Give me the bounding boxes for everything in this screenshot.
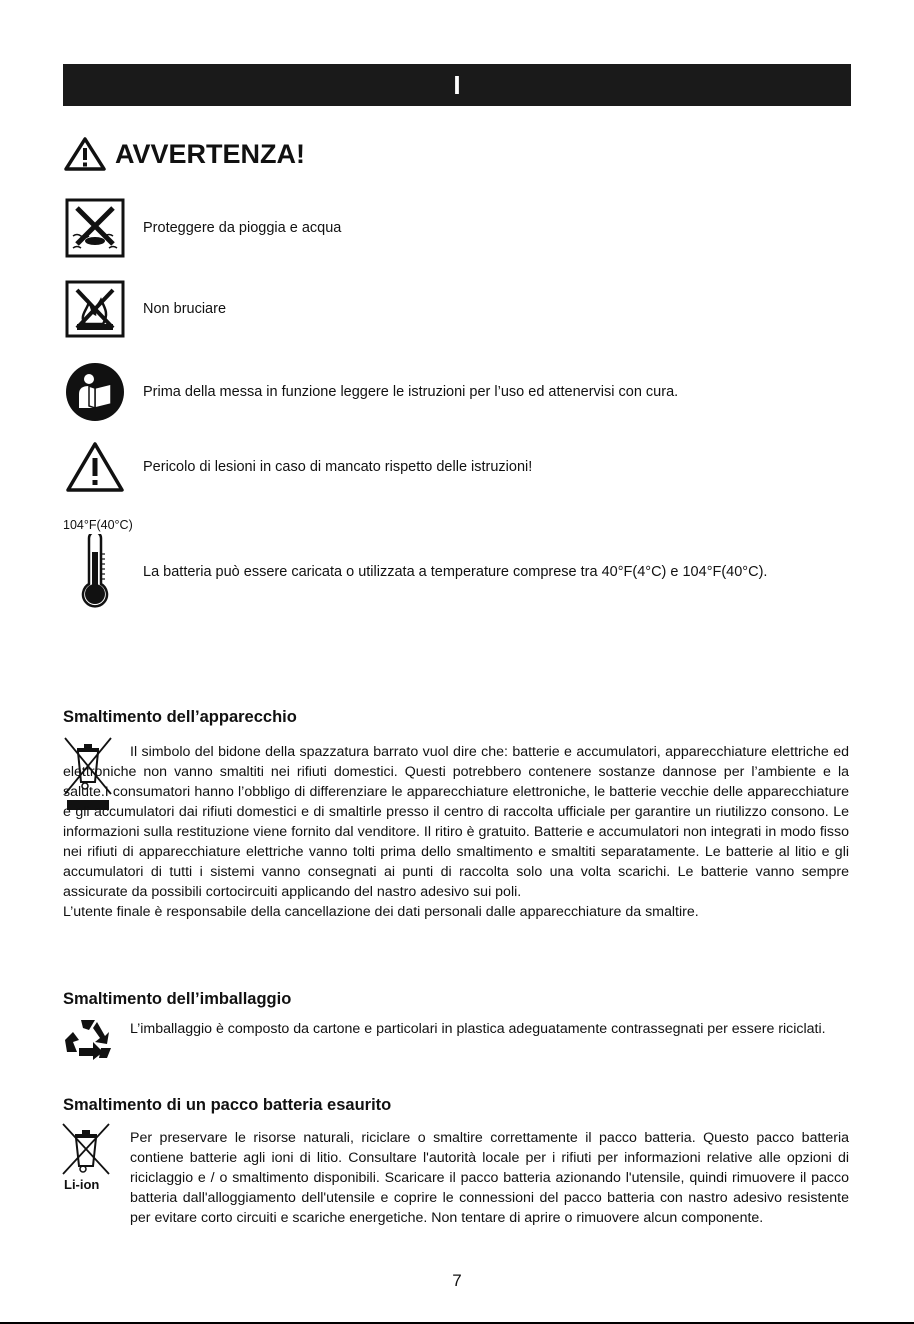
warning-item-injury — [63, 441, 532, 493]
disposal-battery-heading: Smaltimento di un pacco batteria esaurito — [63, 1096, 392, 1114]
warning-item-text: Proteggere da pioggia e acqua — [143, 220, 342, 236]
warning-heading — [63, 136, 305, 172]
disposal-device-text: Il simbolo del bidone della spazzatura barrato vuol dire che: batterie e accumulatori, apparecchiature elettriche ed elettroniche non vanno smaltiti nei rifiuti domestici. Questi potrebbero contenere sostanze dannose per l’ambiente e la salute.I consumatori hanno l’obbligo di differenziare le apparecchiature elettroniche, le batterie vecchie delle apparecchiature e gli accumulatori dai rifiuti domestici e di smaltirle presso il centro di raccolta ufficiale per garantire un riutilizzo consono. Le informazioni sulla restituzione viene fornito dal venditore. Il ritiro è gratuito. Batterie e accumulatori non integrati in modo fisso nei rifiuti di apparecchiature elettriche vanno tolti prima dello smaltimento e smaltiti separatamente. Le batterie al litio e gli accumulatori di tutti i sistemi vanno consegnati ai punti di raccolta solo una volta scarichi. Le batterie vanno sempre assicurate da possibili cortocircuiti applicando del nastro adesivo sui poli. — [63, 744, 849, 900]
read-manual-icon — [65, 362, 125, 422]
disposal-device-heading: Smaltimento dell’apparecchio — [63, 708, 297, 726]
disposal-battery-text: Per preservare le risorse naturali, riciclare o smaltire correttamente il pacco batteria. Questo pacco batteria contiene batterie agli ioni di litio. Consultare l'autorità locale per i rifiuti per informazioni relative alle opzioni di riciclaggio e / o smaltimento disponibili. Scaricare il pacco batteria azionando l'utensile, quindi rimuovere il pacco batteria dall'alloggiamento dell'utensile e coprire le connessioni del pacco batteria con nastro adesivo resistente per evitare corto circuiti e scariche energetiche. Non tentare di aprire o rimuovere alcun componente. — [130, 1130, 849, 1226]
no-water-icon — [65, 198, 125, 258]
no-fire-icon — [65, 280, 125, 338]
disposal-device-note: L’utente finale è responsabile della cancellazione dei dati personali dalle apparecchiature da smaltire. — [63, 904, 699, 920]
recycle-icon — [63, 1018, 113, 1062]
disposal-packaging-heading: Smaltimento dell’imballaggio — [63, 990, 292, 1008]
disposal-battery-paragraph — [130, 1128, 849, 1228]
warning-title: AVVERTENZA! — [115, 138, 306, 169]
warning-item-temperature — [63, 534, 767, 610]
warning-triangle-icon — [63, 136, 107, 172]
warning-item-water — [63, 198, 341, 258]
thermometer-icon — [75, 534, 115, 610]
warning-item-fire — [63, 280, 226, 338]
warning-triangle-icon — [65, 441, 125, 493]
warning-item-text: La batteria può essere caricata o utilizzata a temperature comprese tra 40°F(4°C) e 104°F(40°C). — [143, 564, 768, 580]
warning-item-text: Prima della messa in funzione leggere le istruzioni per l’uso ed attenervisi con cura. — [143, 384, 679, 400]
disposal-packaging-paragraph — [130, 1019, 849, 1039]
warning-item-text: Pericolo di lesioni in caso di mancato rispetto delle istruzioni! — [143, 459, 533, 475]
disposal-device-paragraph — [63, 742, 849, 922]
page-number: 7 — [452, 1271, 462, 1290]
section-header-bar — [63, 64, 851, 106]
section-letter: I — [453, 70, 461, 100]
temperature-label: 104°F(40°C) — [63, 518, 133, 532]
disposal-packaging-text: L’imballaggio è composto da cartone e particolari in plastica adeguatamente contrassegnati per essere riciclati. — [130, 1021, 826, 1037]
warning-item-manual — [63, 362, 678, 422]
warning-item-text: Non bruciare — [143, 301, 227, 317]
li-ion-label: Li-ion — [64, 1177, 100, 1192]
